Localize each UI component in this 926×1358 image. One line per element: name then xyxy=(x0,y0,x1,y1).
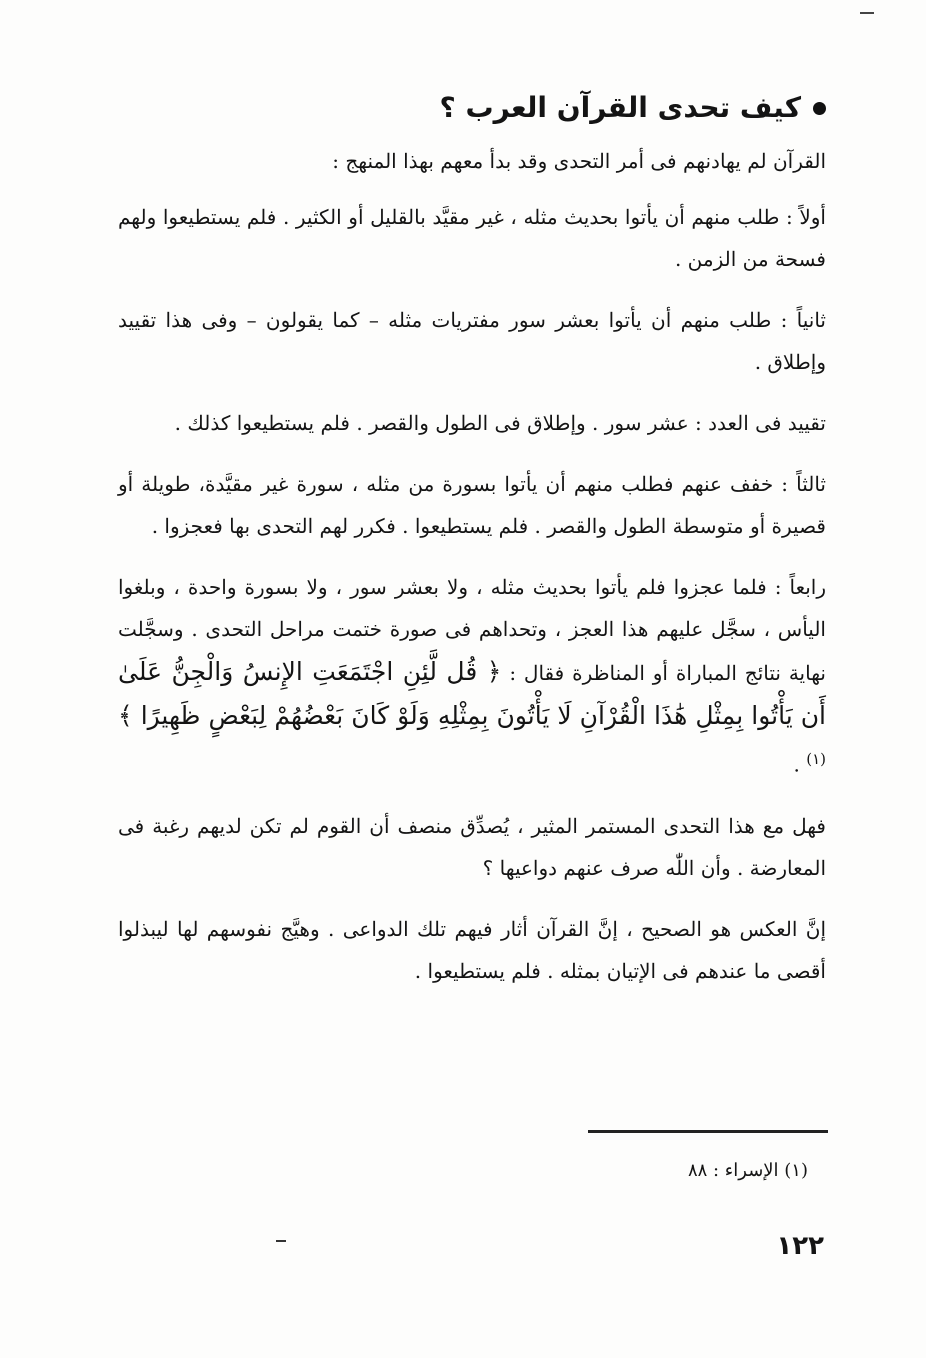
paragraph-fourth xyxy=(118,566,826,786)
paragraph-intro: القرآن لم يهادنهم فى أمر التحدى وقد بدأ معهم بهذا المنهج : xyxy=(332,149,826,173)
paragraph-fourth-end: . xyxy=(793,752,800,777)
paragraph-restriction: تقييد فى العدد : عشر سور . وإطلاق فى الطول والقصر . فلم يستطيعوا كذلك . xyxy=(174,411,826,435)
paragraph-fourth-text: رابعاً : فلما عجزوا فلم يأتوا بحديث مثله ، ولا بعشر سور ، ولا بسورة واحدة ، وبلغوا اليأس ، سجَّل عليهم هذا العجز ، وتحداهم فى صورة ختمت مراحل التحدى . وسجَّلت نهاية نتائج المباراة أو المناظرة فقال : xyxy=(118,575,826,685)
paragraph-second: ثانياً : طلب منهم أن يأتوا بعشر سور مفتريات مثله – كما يقولون – وفى هذا تقييد وإطلاق . xyxy=(118,308,826,374)
paragraph-third: ثالثاً : خفف عنهم فطلب منهم أن يأتوا بسورة من مثله ، سورة غير مقيَّدة، طويلة أو قصيرة أو متوسطة الطول والقصر . فلم يستطيعوا . فكرر لهم التحدى بها فعجزوا . xyxy=(118,472,826,538)
paragraph-first: أولاً : طلب منهم أن يأتوا بحديث مثله ، غير مقيَّد بالقليل أو الكثير . فلم يستطيعوا ولهم فسحة من الزمن . xyxy=(118,205,826,271)
heading-text: كيف تحدى القرآن العرب ؟ xyxy=(439,91,801,124)
paragraph-conclusion: إنَّ العكس هو الصحيح ، إنَّ القرآن أثار فيهم تلك الدواعى . وهيَّج نفوسهم لها ليبذلوا أقصى ما عندهم فى الإتيان بمثله . فلم يستطيعوا . xyxy=(118,916,826,983)
main-text xyxy=(118,86,826,1011)
footnote-reference: (١) xyxy=(806,750,826,768)
section-heading xyxy=(118,86,826,130)
quran-verse: ﴿ قُل لَّئِنِ اجْتَمَعَتِ الإِنسُ وَالْجِنُّ عَلَىٰ أَن يَأْتُوا بِمِثْلِ هَٰذَا الْقُرْآنِ لَا يَأْتُونَ بِمِثْلِهِ وَلَوْ كَانَ بَعْضُهُمْ لِبَعْضٍ ظَهِيرًا ﴾ xyxy=(118,657,826,730)
footnote: (١) الإسراء : ٨٨ xyxy=(687,1160,808,1181)
footnote-divider xyxy=(588,1130,828,1133)
page-number: ١٢٢ xyxy=(776,1231,824,1261)
dash-mark xyxy=(276,1240,286,1242)
corner-mark xyxy=(860,12,874,14)
bullet-icon xyxy=(813,102,826,115)
paragraph-question: فهل مع هذا التحدى المستمر المثير ، يُصدِّق منصف أن القوم لم تكن لديهم رغبة فى المعارضة . وأن اللّٰه صرف عنهم دواعيها ؟ xyxy=(118,813,826,880)
